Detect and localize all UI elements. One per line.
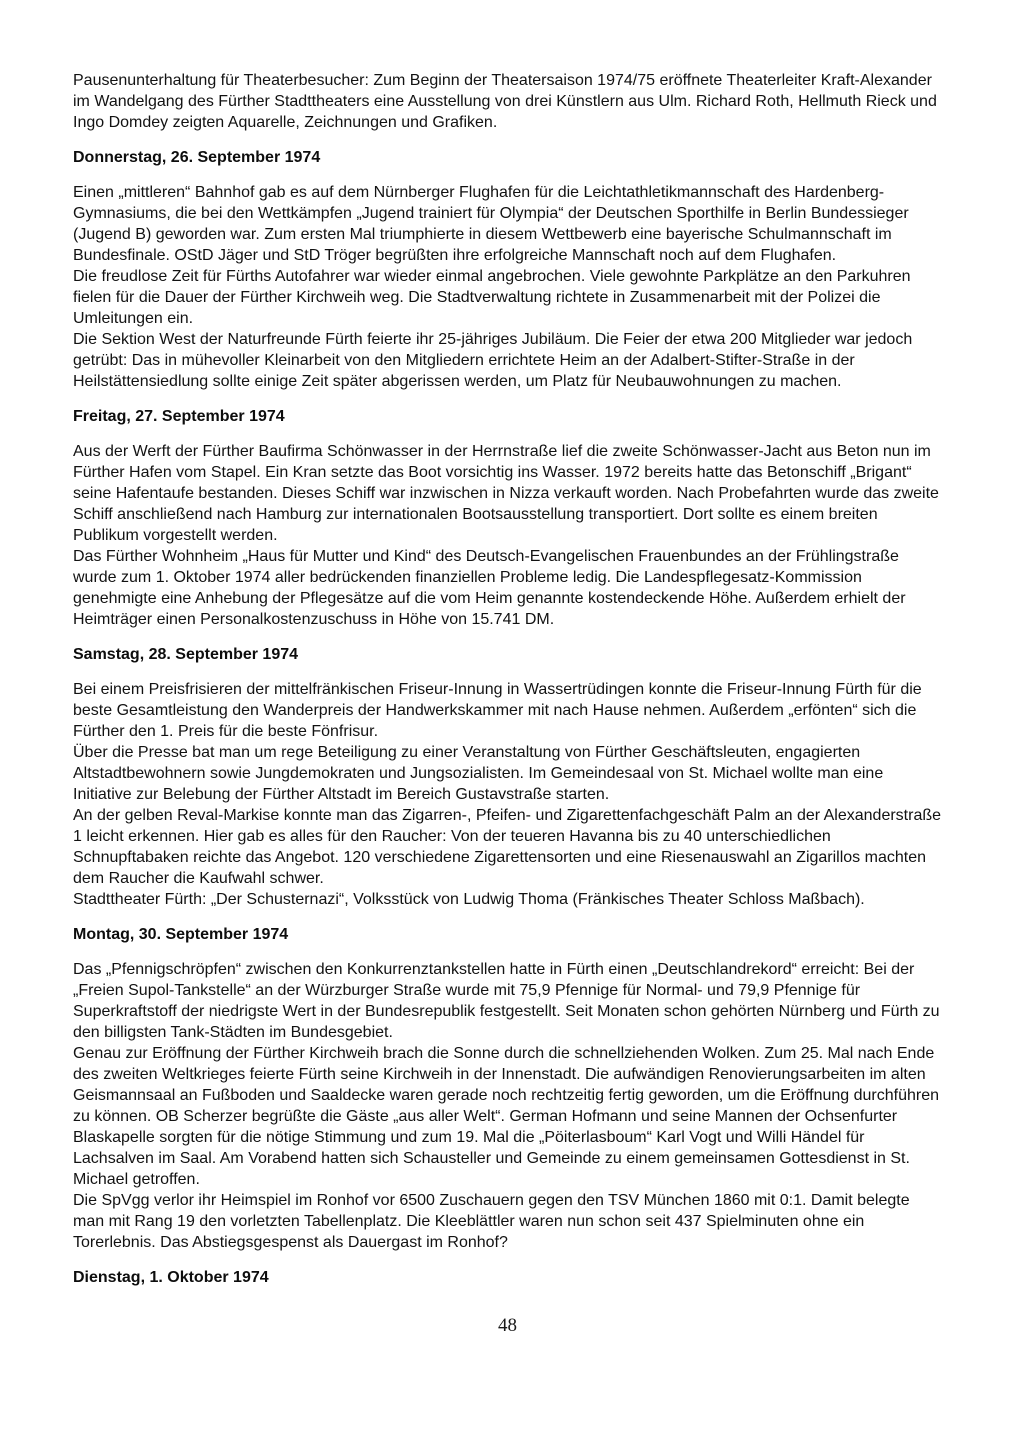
section-heading-freitag: Freitag, 27. September 1974 [73,408,285,425]
section-montag [73,924,942,1253]
section-heading-donnerstag: Donnerstag, 26. September 1974 [73,149,321,166]
paragraph: Bei einem Preisfrisieren der mittelfränkischen Friseur-Innung in Wassertrüdingen konnte die Friseur-Innung Fürth für die beste Gesamtleistung den Wanderpreis der Handwerkskammer mit nach Hause nehmen. Außerdem „erfönten“ sich die Fürther den 1. Preis für die beste Fönfrisur. [73,681,922,740]
section-donnerstag [73,147,942,392]
paragraph: Die SpVgg verlor ihr Heimspiel im Ronhof vor 6500 Zuschauern gegen den TSV München 1860 mit 0:1. Damit belegte man mit Rang 19 den vorletzten Tabellenplatz. Die Kleeblättler waren nun schon seit 437 Spielminuten ohne ein Torerlebnis. Das Abstiegsgespenst als Dauergast im Ronhof? [73,1192,910,1251]
intro-paragraph: Pausenunterhaltung für Theaterbesucher: Zum Beginn der Theatersaison 1974/75 eröffnete Theaterleiter Kraft-Alexander im Wandelgang des Fürther Stadttheaters eine Ausstellung von drei Künstlern aus Ulm. Richard Roth, Hellmuth Rieck und Ingo Domdey zeigten Aquarelle, Zeichnungen und Grafiken. [73,72,937,131]
section-heading-samstag: Samstag, 28. September 1974 [73,646,299,663]
section-heading-montag: Montag, 30. September 1974 [73,926,289,943]
page-number: 48 [498,1315,517,1336]
document-content [73,70,942,1336]
paragraph: An der gelben Reval-Markise konnte man das Zigarren-, Pfeifen- und Zigarettenfachgeschäft Palm an der Alexanderstraße 1 leicht erkennen. Hier gab es alles für den Raucher: Von der teueren Havanna bis zu 40 unterschiedlichen Schnupftabaken reichte das Angebot. 120 verschiedene Zigarettensorten und eine Riesenauswahl an Zigarillos machten dem Raucher die Kaufwahl schwer. [73,807,942,887]
paragraph: Einen „mittleren“ Bahnhof gab es auf dem Nürnberger Flughafen für die Leichtathletikmannschaft des Hardenberg-Gymnasiums, die bei den Wettkämpfen „Jugend trainiert für Olympia“ der Deutschen Sporthilfe in Berlin Bundessieger (Jugend B) geworden war. Zum ersten Mal triumphierte in diesem Wettbewerb eine bayerische Schulmannschaft im Bundesfinale. OStD Jäger und StD Tröger begrüßten ihre erfolgreiche Mannschaft noch auf dem Flughafen. [73,184,909,264]
section-samstag [73,644,942,910]
paragraph: Das Fürther Wohnheim „Haus für Mutter und Kind“ des Deutsch-Evangelischen Frauenbundes an der Frühlingstraße wurde zum 1. Oktober 1974 aller bedrückenden finanziellen Probleme ledig. Die Landespflegesatz-Kommission genehmigte eine Anhebung der Pflegesätze auf die vom Heim genannte kostendeckende Höhe. Außerdem erhielt der Heimträger einen Personalkostenzuschuss in Höhe von 15.741 DM. [73,548,906,628]
paragraph: Stadttheater Fürth: „Der Schusternazi“, Volksstück von Ludwig Thoma (Fränkisches Theater Schloss Maßbach). [73,891,865,908]
paragraph: Die Sektion West der Naturfreunde Fürth feierte ihr 25-jähriges Jubiläum. Die Feier der etwa 200 Mitglieder war jedoch getrübt: Das in mühevoller Kleinarbeit von den Mitgliedern errichtete Heim an der Adalbert-Stifter-Straße in der Heilstättensiedlung sollte einige Zeit später abgerissen werden, um Platz für Neubauwohnungen zu machen. [73,331,913,390]
section-freitag [73,406,942,630]
paragraph: Genau zur Eröffnung der Fürther Kirchweih brach die Sonne durch die schnellziehenden Wolken. Zum 25. Mal nach Ende des zweiten Weltkrieges feierte Fürth seine Kirchweih in der Innenstadt. Die aufwändigen Renovierungsarbeiten im alten Geismannsaal an Fußboden und Saaldecke waren gerade noch rechtzeitig fertig geworden, um die Eröffnung durchführen zu können. OB Scherzer begrüßte die Gäste „aus aller Welt“. German Hofmann und seine Mannen der Ochsenfurter Blaskapelle sorgten für die nötige Stimmung und zum 19. Mal die „Pöiterlasboum“ Karl Vogt und Willi Händel für Lachsalven im Saal. Am Vorabend hatten sich Schausteller und Gemeinde zu einem gemeinsamen Gottesdienst in St. Michael getroffen. [73,1045,940,1188]
paragraph: Aus der Werft der Fürther Baufirma Schönwasser in der Herrnstraße lief die zweite Schönwasser-Jacht aus Beton nun im Fürther Hafen vom Stapel. Ein Kran setzte das Boot vorsichtig ins Wasser. 1972 bereits hatte das Betonschiff „Brigant“ seine Hafentaufe bestanden. Dieses Schiff war inzwischen in Nizza verkauft worden. Nach Probefahrten wurde das zweite Schiff anschließend nach Hamburg zur internationalen Bootsausstellung transportiert. Dort sollte es einem breiten Publikum vorgestellt werden. [73,443,939,544]
section-heading-dienstag: Dienstag, 1. Oktober 1974 [73,1269,269,1286]
paragraph: Über die Presse bat man um rege Beteiligung zu einer Veranstaltung von Fürther Geschäftsleuten, engagierten Altstadtbewohnern sowie Jungdemokraten und Jungsozialisten. Im Gemeindesaal von St. Michael wollte man eine Initiative zur Belebung der Fürther Altstadt im Bereich Gustavstraße starten. [73,744,884,803]
paragraph: Das „Pfennigschröpfen“ zwischen den Konkurrenztankstellen hatte in Fürth einen „Deutschlandrekord“ erreicht: Bei der „Freien Supol-Tankstelle“ an der Würzburger Straße wurde mit 75,9 Pfennige für Normal- und 79,9 Pfennige für Superkraftstoff der niedrigste Wert in der Bundesrepublik festgestellt. Seit Monaten schon gehörten Nürnberg und Fürth zu den billigsten Tank-Städten im Bundesgebiet. [73,961,940,1041]
paragraph: Die freudlose Zeit für Fürths Autofahrer war wieder einmal angebrochen. Viele gewohnte Parkplätze an den Parkuhren fielen für die Dauer der Fürther Kirchweih weg. Die Stadtverwaltung richtete in Zusammenarbeit mit der Polizei die Umleitungen ein. [73,268,911,327]
section-dienstag [73,1267,942,1288]
